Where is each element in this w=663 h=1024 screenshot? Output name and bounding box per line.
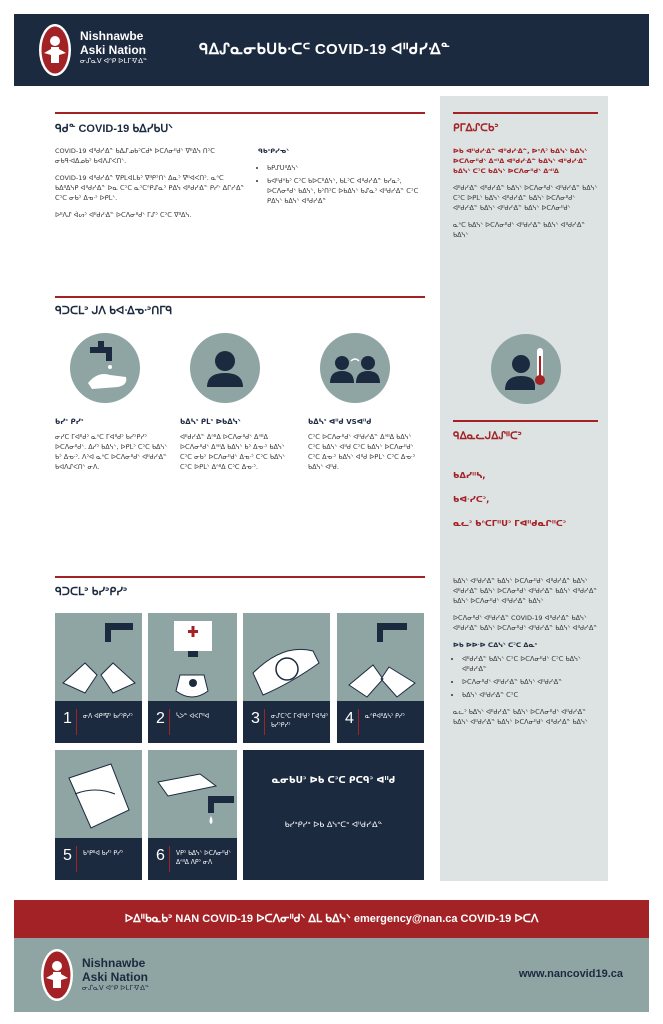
footer-bar [14, 938, 649, 1012]
sidebar-divider [453, 420, 598, 422]
section1-para3: ᐅᐦᐱᔑ ᐋᔕᐣ ᐊᐦᑯᓯᐎᓐ ᐅᑕᐱᓂᐦᑯᐠ ᒥᔑᐣ ᑕᐣᑕ ᐁᐦᐃᓭ. [55, 211, 192, 219]
sidebar-bullet-item: • ᐊᐦᑯᓯᐎᓐ ᑲᐃᓭᐠ ᑕᐣᑕ ᐅᑕᐱᓂᐦᑯᐠ ᑕᐣᑕ ᑲᐃᓭᐠ ᐊᐦᑯᓯᐎᓐ [462, 654, 601, 674]
section-divider [55, 112, 425, 114]
reminder-line2: ᑲᓯᐣᑭᓯᐣ ᐅᑲ ᐃᓭᐣᑕᐣ ᐊᐦᑯᓯᐎᓐ [284, 820, 383, 829]
sidebar-para2: ᓇᐢᑕ ᑲᐃᓭᐠ ᐅᑕᐱᓂᐦᑯᐠ ᐊᐦᑯᓯᐎᓐ ᑲᐃᓭᐠ ᐊᐦᑯᓯᐎᓐ ᑲᐃᓭᐠ [453, 221, 586, 239]
faucet-hands-icon [70, 333, 140, 403]
step-caption [148, 701, 237, 743]
reminder-line1: ᓇᓂᑲᑌᐣ ᐅᑲ ᑕᐣᑕ ᑭᑕᑫᐣ ᐊᐦᑯ [271, 776, 396, 786]
footer-org-line1: Nishnawbe [82, 956, 146, 970]
handwash-step-1 [55, 613, 142, 743]
footer-org-syllabics: ᓂᔑᓇᐯ ᐊᐢᑭ ᐅᒪᒥᐌᐎᓐ [82, 985, 150, 992]
handwash-step-3 [243, 613, 330, 743]
thermometer-circle [491, 334, 561, 404]
step-caption [243, 701, 330, 743]
step-caption [148, 838, 237, 880]
section1-para1: COVID-19 ᐊᐦᑯᓯᐎᓐ ᑲᐃᔑᓄᑲᐣᑕᑯᒃ ᐅᑕᐱᓂᐦᑯᐠ ᐁᐦᐃᓭ ᑎᐣᑕ ᓂᑲᑫᐗᐃᓄᑲᐣ ᑲᐊᐱᔑᐸᑎᐠ. [55, 147, 215, 165]
sidebar-red-text: ᐅᑲ ᐊᐦᑯᓯᐎᓐ ᐊᐦᑯᓯᐎᓐ, ᐅᐢᐱᐣ ᑲᐃᓭᐠ ᑲᐃᓭᐠ ᐅᑕᐱᓂᐦᑯᐠ ᐃᐢᐦᐃ ᐊᐦᑯᓯᐎᓐ ᑲᐃᓭᐠ ᐊᐦᑯᓯᐎᓐ ᑲᐃᓭᐠ ᑕᐣᑕ ᑲᐃᓭᐠ ᐅᑕᐱᓂᐦᑯᐠ ᐃᐢᐦᐃ [453, 147, 588, 175]
tip-label-stay-home: ᑲᐃᓴᐣ ᑭᒪᐣ ᐅᑲᐃᓭᐠ [180, 418, 241, 426]
website-link[interactable]: www.nancovid19.ca [518, 968, 623, 980]
symptom-item: • ᑲᑭᔑᑌᐦᐃᓭᐠ [267, 163, 423, 173]
tip-label-distance: ᑲᐃᓴᐣ ᐊᐦᑯ VSᐊᐦᑯ [308, 418, 372, 426]
step-text: ᓵᐳᓐ ᐊᐸᒋᐦᐊ [176, 713, 210, 720]
handwash-reminder-box [243, 750, 424, 880]
sidebar-bullet-item: • ᐅᑕᐱᓂᐦᑯᐠ ᐊᐦᑯᓯᐎᓐ ᑲᐃᓭᐠ ᐊᐦᑯᓯᐎᓐ [462, 677, 601, 687]
sidebar-red-list [453, 464, 601, 536]
sidebar-bullet-item: • ᑲᐃᓭᐠ ᐊᐦᑯᓯᐎᓐ ᑕᐣᑕ [462, 690, 601, 700]
footer-org-name [82, 956, 149, 994]
step-number: 3 [251, 710, 260, 727]
org-name-syllabics: ᓂᔑᓇᐯ ᐊᐢᑭ ᐅᒪᒥᐌᐎᓐ [80, 58, 148, 65]
step-number: 5 [63, 847, 72, 864]
section3-title: ᑫᑐᑕᒪᐣ ᑲᓯᐣᑭᓯᐣ [55, 586, 128, 598]
sidebar-body-top [453, 146, 601, 247]
tip-text-handwash: ᓂᓯᑕ ᒥᐊᐦᑯᐣ ᓇᐢᑕ ᒥᐊᐦᑯᐣ ᑲᓯᐣᑭᓯᐣ ᐅᑕᐱᓂᐦᑯᐠ. ᐃᓯᐣ ᑲᐃᓭᐠ, ᐅᑭᒪᐣ ᑕᐣᑕ ᑲᐃᓭᐠ ᑲᐣ ᐃᓀᐧᐣ. ᐱᐣᐊ ᓇᐢᑕ ᐅᑕᐱᓂᐦᑯᐠ ᐊᐦᑯᓯᐎᓐ ᑲᐊᐱᔑᐸᑎᐠ ᓂᐱ. [55, 433, 168, 471]
person-circle [190, 333, 260, 403]
sidebar-body-bottom [453, 576, 601, 734]
org-name-line1: Nishnawbe [80, 29, 144, 43]
sidebar-para4: ᐅᑕᐱᓂᐦᑯᐠ ᐊᐦᑯᓯᐎᓐ COVID-19 ᐊᐦᑯᓯᐎᓐ ᑲᐃᓭᐠ ᐊᐦᑯᓯᐎᓐ ᑲᐃᓭᐠ ᐅᑕᐱᓂᐦᑯᐠ ᐊᐦᑯᓯᐎᓐ ᑲᐃᓭᐠ ᐊᐦᑯᓯᐎᓐ [453, 614, 598, 632]
symptoms-block [258, 146, 423, 209]
step-text: ᑲᐢᑭᐦᐊ ᑲᓯᐣ ᑭᓯᐣ [83, 850, 124, 857]
section-divider [55, 576, 425, 578]
sidebar-para3: ᑲᐃᓭᐠ ᐊᐦᑯᓯᐎᓐ ᑲᐃᓭᐠ ᐅᑕᐱᓂᐦᑯᐠ ᐊᐦᑯᓯᐎᓐ ᑲᐃᓭᐠ ᐊᐦᑯᓯᐎᓐ ᑲᐃᓭᐠ ᐅᑕᐱᓂᐦᑯᐠ ᐊᐦᑯᓯᐎᓐ ᑲᐃᓭᐠ ᐊᐦᑯᓯᐎᓐ ᑲᐃᓭᐠ ᐅᑕᐱᓂᐦᑯᐠ ᐊᐦᑯᓯᐎᓐ ᑲᐃᓭᐠ [453, 577, 598, 605]
section-divider [55, 296, 425, 298]
sidebar-para5: ᓇᓚᐣ ᑲᐃᓭᐠ ᐊᐦᑯᓯᐎᓐ ᑲᐃᓭᐠ ᐅᑕᐱᓂᐦᑯᐠ ᐊᐦᑯᓯᐎᓐ ᑲᐃᓭᐠ ᐊᐦᑯᓯᐎᓐ ᑲᐃᓭᐠ ᐅᑕᐱᓂᐦᑯᐠ ᐊᐦᑯᓯᐎᓐ ᑲᐃᓭᐠ [453, 708, 588, 726]
nan-logo-icon [40, 948, 74, 1002]
step-caption [55, 701, 142, 743]
handwash-step-6 [148, 750, 237, 880]
sidebar-divider [453, 112, 598, 114]
tip-label-handwash: ᑲᓯᐣ ᑭᓯᐣ [55, 418, 84, 426]
sidebar-para1: ᐊᐦᑯᓯᐎᓐ ᐊᐦᑯᓯᐎᓐ ᑲᐃᓭᐠ ᐅᑕᐱᓂᐦᑯᐠ ᐊᐦᑯᓯᐎᓐ ᑲᐃᓭᐠ ᑕᐣᑕ ᐅᑭᒪᐠ ᑲᐃᓭᐠ ᐊᐦᑯᓯᐎᓐ ᑲᐃᓭᐠ ᐅᑕᐱᓂᐦᑯᐠ ᐊᐦᑯᓯᐎᓐ ᑲᐃᓭᐠ ᐊᐦᑯᓯᐎᓐ ᑲᐃᓭᐠ ᐅᑕᐱᓂᐦᑯᐠ [453, 184, 598, 212]
step-divider [169, 709, 170, 735]
section1-body [55, 146, 245, 227]
step-text: ᓇᐢᑭᐊᐦᐃᓴᐣ ᑭᓯᐣ [365, 713, 405, 720]
step-number: 6 [156, 847, 165, 864]
step-text: ᓂᔑᑕᐣᑕ ᒥᐊᐦᑯᐣ ᒥᐊᐦᑯᐣ ᑲᓯᐣᑭᓯᐣ [271, 713, 329, 729]
page-title: ᑫᐃᔑᓇᓂᑲᑌᑲᐧᑕᒼ COVID-19 ᐊᐦᑯᓯᐎᓐ [199, 41, 451, 58]
handwash-step-4 [337, 613, 424, 743]
sidebar-bullets [453, 654, 601, 700]
step-caption [337, 701, 424, 743]
step-divider [76, 709, 77, 735]
sidebar-bullet-title: ᐅᑲ ᐅᐅᐧᐅ ᑕᐃᓭᐠ ᑕᐣᑕ ᐃᓇᐢ [453, 641, 538, 649]
person-icon [190, 333, 260, 403]
step-divider [169, 846, 170, 872]
handwash-step-2 [148, 613, 237, 743]
step-text: ᓂᐱ ᐊᑭᐦᐁᐣ ᑲᓯᐣᑭᓯᐣ [83, 713, 133, 720]
contact-banner: ᐅᐃᐦᑲᓇᑲᐣ NAN COVID-19 ᐅᑕᐱᓂᐦᑯᐠ ᐃᒪ ᑲᐃᓭᐠ emergency@nan.ca COVID-19 ᐅᑕᐱ [14, 900, 649, 938]
handwash-circle [70, 333, 140, 403]
section1-para2: COVID-19 ᐊᐦᑯᓯᐎᓐ ᐁᑭᒪᐊᒪᑲᐣ ᐁᐦᑭᐣᑎᐠ ᐃᓇᐣ ᐁᐦᐊᐸᑎᐣ. ᓇᐢᑕ ᑲᐃᐦᐃᓭᑭ ᐊᐦᑯᓯᐎᓐ ᐅᓇ ᑕᐣᑕ ᓇᐣᑕᐢᑭᔑᓇᐣ ᑭᐃᓭ ᐊᐦᑯᓯᐎᓐ ᑭᓯᐠ ᐃᒋᓯᐎᓐ ᑕᐣᑕ ᓂᑲᐣ ᐃᓀᐧᐣ ᐅᑭᒪᐠ. [55, 174, 245, 202]
sidebar-title-symptoms: ᑫᐃᓇᓚᒍᐃᔑᐦᑕᐣ [453, 430, 522, 442]
step-text: ᐯᑭᐣ ᑲᐃᓭᐠ ᐅᑕᐱᓂᐦᑯᐠ ᐃᐢᐦᐃ ᐱᑭᐣ ᓂᐱ [176, 850, 231, 866]
nan-logo-icon [38, 23, 72, 77]
step-number: 4 [345, 710, 354, 727]
thermometer-person-icon [491, 334, 561, 404]
sidebar-title-prevention: ᑭᒥᐃᔑᑕᑲᐣ [453, 122, 499, 134]
org-name [80, 29, 147, 67]
step-divider [76, 846, 77, 872]
tip-text-distance: ᑕᐣᑕ ᐅᑕᐱᓂᐦᑯᐠ ᐊᐦᑯᓯᐎᓐ ᐃᐢᐦᐃ ᑲᐃᓭᐠ ᑕᐣᑕ ᑲᐃᓭᐠ ᐊᐦᑯ ᑕᐣᑕ ᑲᐃᓭᐠ ᐅᑕᐱᓂᐦᑯᐠ ᑕᐣᑕ ᐃᓀᐧᐣ ᑲᐃᓭᐠ ᐊᐦᑯ ᐅᑭᒪᐠ ᑕᐣᑕ ᐃᓀᐧᐣ ᑲᐃᓭᐠ ᐊᐦᑯ. [308, 433, 416, 471]
section2-title: ᑫᑐᑕᒪᐣ ᒍᐱ ᑲᐊᐧᐃᓀᐧᐣᑎᒥᑫ [55, 305, 173, 317]
handwash-step-5 [55, 750, 142, 880]
section1-title: ᑫᑯᓐ COVID-19 ᑲᐃᓯᑲᑌᐠ [55, 123, 173, 135]
step-caption [55, 838, 142, 880]
step-number: 2 [156, 710, 165, 727]
step-divider [264, 709, 265, 735]
sidebar-red-item: ᑲᐊᐧᓯᑕᐣ, [453, 495, 490, 505]
footer-org-line2: Aski Nation [82, 970, 149, 984]
sidebar-red-item: ᓇᓚᐣ ᑲᐢᑕᒥᐦᑌᐣ ᒥᐊᐦᑯᓇᒋᐦᑕᐣ [453, 519, 567, 529]
org-name-line2: Aski Nation [80, 43, 147, 57]
step-number: 1 [63, 710, 72, 727]
tip-text-stay-home: ᐊᐦᑯᓯᐎᓐ ᐃᐢᐦᐃ ᐅᑕᐱᓂᐦᑯᐠ ᐃᐢᐦᐃ ᐅᑕᐱᓂᐦᑯᐠ ᐃᐢᐦᐃ ᑲᐃᓭᐠ ᑲᐣ ᐃᓀᐧᐣ ᑲᐃᓭᐠ ᑕᐣᑕ ᓂᑲᐣ ᐅᑕᐱᓂᐦᑯᐠ ᐃᓀᐧᐣ ᑕᐣᑕ ᑲᐃᓭᐠ ᑕᐣᑕ ᐅᑭᒪᐠ ᐃᐢᐦᐃ ᑕᐣᑕ ᐃᓀᐧᐣ. [180, 433, 286, 471]
symptom-item: • ᑲᐊᐦᑯᐢᑲᐣ ᑕᐣᑕ ᑲᐅᑕᐦᐃᓭᐠ, ᑲᒪᐣᑕ ᐊᐦᑯᓯᐎᓐ ᑲᓯᓇᐣ, ᐅᑕᐱᓂᐦᑯᐠ ᑲᐃᓭᐠ, ᑲᐣᑎᐣᑕ ᐅᑲᐃᓭᐠ ᑲᔑᓇᐣ ᐊᐦᑯᓯᐎᓐ ᑕᐣᑕ ᑭᐃᓭᐠ ᑲᐃᓭᐠ ᐊᐦᑯᓯᐎᓐ [267, 176, 423, 206]
distance-circle [320, 333, 390, 403]
sidebar-red-item: ᑲᐃᓯᐦᓴ, [453, 471, 486, 481]
header-banner [14, 14, 649, 86]
symptoms-title: ᑫᑲᐢᑭᓯᓀᐠ [258, 147, 289, 155]
step-divider [358, 709, 359, 735]
symptoms-list [258, 163, 423, 206]
two-people-icon [320, 333, 390, 403]
